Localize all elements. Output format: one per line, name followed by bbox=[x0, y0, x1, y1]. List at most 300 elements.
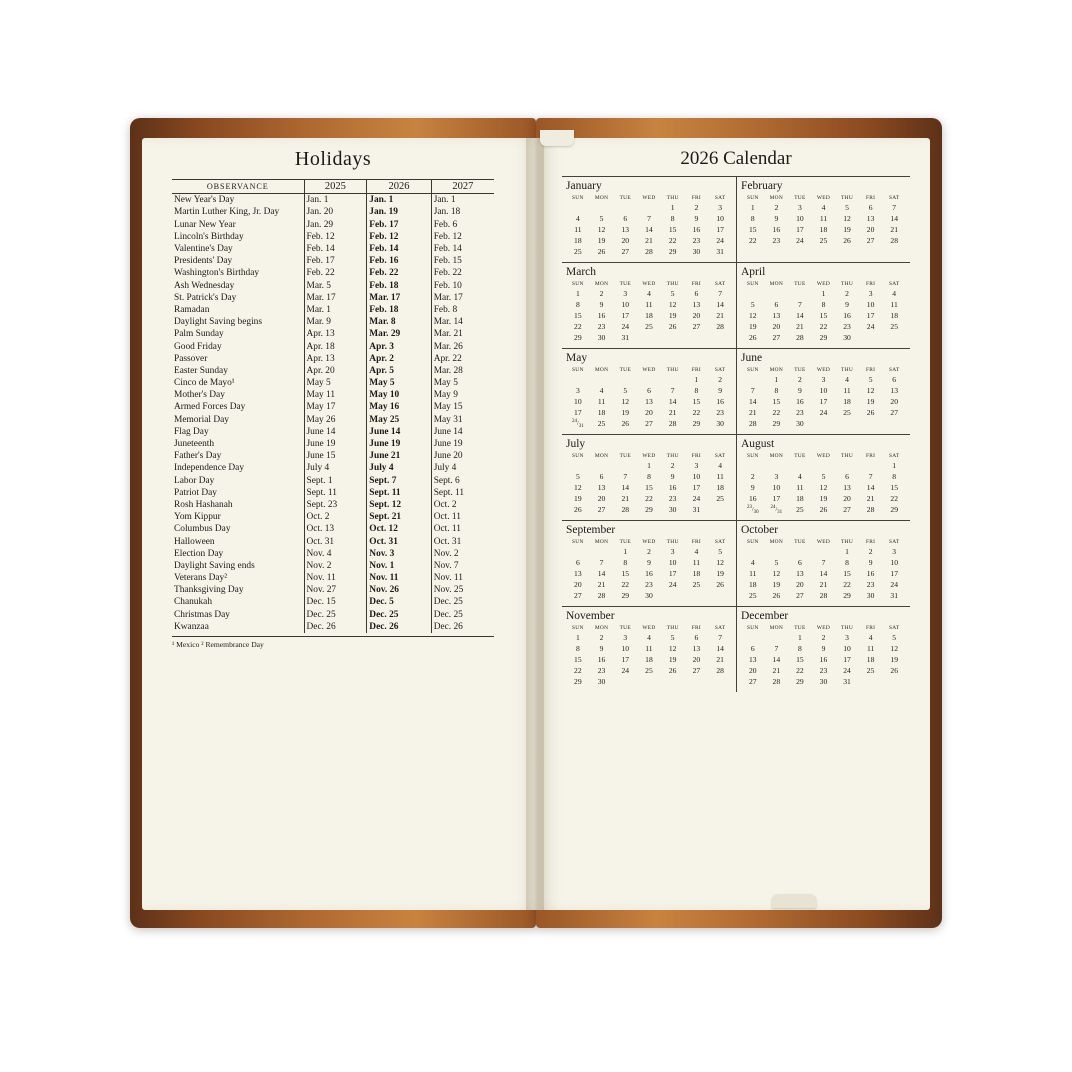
day-cell: 5 bbox=[750, 300, 755, 309]
weekday-header-mon: MON bbox=[594, 539, 609, 546]
week-row bbox=[741, 460, 906, 471]
day-cell: 11 bbox=[597, 397, 606, 406]
month-block-may bbox=[562, 348, 736, 434]
weekday-header-thu: THU bbox=[841, 195, 854, 201]
day-cell: 8 bbox=[821, 300, 826, 309]
month-table bbox=[741, 366, 906, 429]
table-row bbox=[172, 340, 494, 352]
day-cell: 12 bbox=[748, 311, 757, 320]
cell-y2027: Feb. 22 bbox=[431, 267, 494, 279]
day-cell: 24 bbox=[796, 236, 804, 245]
day-cell-empty bbox=[765, 288, 789, 299]
day-cell: 4 bbox=[821, 203, 826, 212]
day-cell: 11 bbox=[843, 386, 851, 395]
day-cell: 9 bbox=[718, 386, 722, 395]
cell-y2025: Jan. 29 bbox=[304, 219, 367, 231]
weekday-header-mon: MON bbox=[769, 195, 784, 201]
day-cell-empty bbox=[812, 460, 836, 471]
weekday-header-sun: SUN bbox=[572, 281, 584, 287]
day-cell: 4 bbox=[892, 289, 897, 298]
cell-observance: Labor Day bbox=[174, 475, 215, 486]
month-block-september bbox=[562, 520, 736, 606]
day-cell: 6 bbox=[575, 558, 580, 568]
column-header-2027: 2027 bbox=[431, 180, 494, 194]
day-cell: 12 bbox=[574, 483, 582, 493]
day-cell: 6 bbox=[892, 375, 897, 384]
day-cell: 2 bbox=[718, 375, 722, 384]
cell-y2027: Sept. 11 bbox=[431, 487, 494, 499]
page-tab-bottom bbox=[772, 894, 816, 908]
day-cell: 18 bbox=[819, 225, 828, 234]
column-header-observance: OBSERVANCE bbox=[172, 180, 304, 194]
weekday-header-sat: SAT bbox=[888, 453, 900, 460]
weekday-header-tue: TUE bbox=[794, 625, 806, 632]
day-cell: 2 bbox=[868, 547, 873, 557]
day-cell-empty bbox=[637, 332, 661, 343]
cell-y2027: Jan. 1 bbox=[431, 194, 494, 207]
day-cell: 3 bbox=[575, 386, 580, 395]
day-cell: 2 bbox=[821, 633, 826, 643]
day-cell: 28 bbox=[819, 591, 828, 601]
cell-observance: Yom Kippur bbox=[174, 512, 221, 523]
day-cell: 1 bbox=[798, 633, 802, 643]
cell-observance: Daylight Saving begins bbox=[174, 317, 263, 328]
day-cell: 26 bbox=[819, 505, 828, 515]
day-cell-empty bbox=[566, 374, 590, 385]
day-cell: 27 bbox=[574, 591, 582, 601]
day-cell: 28 bbox=[621, 505, 630, 515]
day-cell: 22 bbox=[843, 580, 851, 590]
holidays-footnotes: ¹ Mexico ² Remembrance Day bbox=[172, 636, 494, 649]
cell-observance: Cinco de Mayo¹ bbox=[174, 378, 235, 389]
day-cell: 25 bbox=[890, 322, 898, 331]
day-cell: 18 bbox=[716, 483, 724, 493]
weekday-header-row bbox=[566, 538, 732, 546]
cell-observance: Lincoln's Birthday bbox=[174, 231, 244, 242]
day-cell-empty bbox=[741, 460, 765, 471]
day-cell-empty bbox=[566, 546, 590, 557]
day-cell: 3 bbox=[798, 203, 802, 212]
cell-observance: Juneteenth bbox=[174, 439, 215, 450]
day-cell: 23 bbox=[796, 408, 804, 417]
day-cell: 19 bbox=[772, 580, 781, 590]
cell-y2026: May 10 bbox=[367, 389, 431, 401]
day-cell: 14 bbox=[796, 311, 804, 320]
day-cell: 19 bbox=[668, 655, 677, 665]
day-cell: 6 bbox=[798, 558, 802, 568]
cell-y2026: Apr. 5 bbox=[367, 365, 431, 377]
cell-y2026: Apr. 3 bbox=[367, 340, 431, 352]
day-cell: 7 bbox=[750, 386, 755, 395]
day-cell: 24 bbox=[890, 580, 898, 590]
day-cell-empty bbox=[637, 202, 661, 213]
day-cell: 18 bbox=[748, 580, 757, 590]
weekday-header-tue: TUE bbox=[619, 539, 631, 546]
day-cell: 14 bbox=[716, 300, 724, 309]
day-cell: 7 bbox=[647, 214, 651, 223]
day-cell: 16 bbox=[645, 569, 653, 579]
week-row bbox=[566, 590, 732, 601]
month-table bbox=[566, 280, 732, 343]
cell-y2026: Feb. 14 bbox=[367, 243, 431, 255]
day-cell-empty bbox=[708, 332, 732, 343]
day-cell: 1 bbox=[694, 375, 699, 384]
day-cell: $^{24}/_{31}$ bbox=[572, 418, 584, 429]
day-cell: 15 bbox=[574, 311, 582, 320]
table-row bbox=[172, 267, 494, 279]
day-cell: 9 bbox=[647, 558, 651, 568]
cell-y2025: May 26 bbox=[304, 414, 367, 426]
day-cell: 25 bbox=[796, 505, 804, 515]
page-title-calendar: 2026 Calendar bbox=[680, 148, 792, 169]
table-row bbox=[172, 243, 494, 255]
cell-y2027: Nov. 11 bbox=[431, 572, 494, 584]
day-cell: 29 bbox=[692, 419, 701, 429]
day-cell-empty bbox=[859, 676, 883, 687]
day-cell: 9 bbox=[670, 472, 675, 482]
day-cell-empty bbox=[765, 632, 789, 643]
cell-y2025: Sept. 11 bbox=[304, 487, 367, 499]
day-cell: 15 bbox=[621, 569, 630, 579]
day-cell: 1 bbox=[575, 633, 580, 643]
weekday-header-wed: WED bbox=[642, 453, 656, 460]
weekday-header-thu: THU bbox=[841, 625, 854, 632]
day-cell: 13 bbox=[843, 483, 851, 493]
month-table bbox=[566, 624, 732, 687]
day-cell: 20 bbox=[574, 580, 582, 590]
day-cell: 12 bbox=[621, 397, 630, 406]
table-row bbox=[172, 280, 494, 292]
day-cell: 26 bbox=[668, 666, 677, 676]
day-cell: 31 bbox=[621, 333, 630, 342]
day-cell: 1 bbox=[750, 203, 755, 212]
day-cell-empty bbox=[566, 460, 590, 471]
day-cell: 27 bbox=[621, 247, 630, 256]
cell-observance: Election Day bbox=[174, 548, 224, 559]
day-cell: 21 bbox=[716, 311, 724, 320]
day-cell: 7 bbox=[718, 633, 722, 643]
cell-y2025: June 19 bbox=[304, 438, 367, 450]
day-cell: 16 bbox=[843, 311, 851, 320]
page-title-holidays: Holidays bbox=[294, 148, 372, 170]
cell-y2025: May 17 bbox=[304, 401, 367, 413]
day-cell: 22 bbox=[819, 322, 828, 331]
week-row bbox=[566, 493, 732, 504]
day-cell: 15 bbox=[772, 397, 781, 406]
day-cell: 6 bbox=[845, 472, 849, 482]
day-cell: 12 bbox=[890, 644, 898, 654]
day-cell: 15 bbox=[645, 483, 653, 493]
day-cell: 24 bbox=[621, 666, 630, 676]
weekday-header-tue: TUE bbox=[619, 367, 631, 373]
weekday-header-fri: FRI bbox=[691, 539, 702, 546]
week-row bbox=[741, 374, 906, 385]
day-cell-empty bbox=[859, 246, 883, 257]
day-cell: 9 bbox=[750, 483, 755, 493]
day-cell: 12 bbox=[772, 569, 781, 579]
cell-y2025: Dec. 25 bbox=[304, 609, 367, 621]
week-row bbox=[741, 471, 906, 482]
day-cell: 22 bbox=[748, 236, 757, 245]
weekday-header-sat: SAT bbox=[888, 625, 900, 632]
day-cell: 11 bbox=[749, 569, 757, 579]
day-cell: 21 bbox=[772, 666, 781, 676]
day-cell: 3 bbox=[718, 203, 722, 212]
day-cell: 29 bbox=[645, 505, 653, 515]
day-cell: 4 bbox=[647, 289, 651, 298]
day-cell: 27 bbox=[866, 236, 875, 245]
day-cell: 22 bbox=[574, 322, 582, 331]
cell-y2026: Mar. 8 bbox=[367, 316, 431, 328]
cell-y2025: Mar. 17 bbox=[304, 292, 367, 304]
day-cell: 11 bbox=[866, 644, 875, 654]
day-cell: 30 bbox=[796, 419, 804, 428]
day-cell: 21 bbox=[890, 225, 898, 234]
week-row bbox=[741, 299, 906, 310]
day-cell-empty bbox=[882, 676, 906, 687]
day-cell: 25 bbox=[843, 408, 851, 417]
day-cell: 16 bbox=[772, 225, 781, 234]
week-row bbox=[741, 482, 906, 493]
day-cell: 30 bbox=[843, 333, 851, 342]
day-cell: 22 bbox=[574, 666, 582, 676]
day-cell-empty bbox=[835, 246, 859, 257]
cell-observance: Martin Luther King, Jr. Day bbox=[174, 207, 280, 218]
day-cell: 4 bbox=[647, 633, 651, 643]
month-block-february bbox=[736, 176, 910, 262]
week-row bbox=[741, 321, 906, 332]
day-cell: 28 bbox=[890, 236, 898, 245]
cell-y2027: Mar. 14 bbox=[431, 316, 494, 328]
day-cell: 18 bbox=[796, 494, 804, 504]
day-cell: 14 bbox=[748, 397, 757, 406]
day-cell: 8 bbox=[575, 300, 580, 309]
cell-observance: Chanukah bbox=[174, 597, 213, 608]
weekday-header-sun: SUN bbox=[746, 367, 759, 373]
weekday-header-row bbox=[566, 280, 732, 288]
table-row bbox=[172, 535, 494, 547]
day-cell: 2 bbox=[599, 289, 604, 298]
day-cell-empty bbox=[741, 632, 765, 643]
weekday-header-wed: WED bbox=[642, 367, 656, 373]
day-cell-empty bbox=[613, 374, 637, 385]
weekday-header-fri: FRI bbox=[865, 453, 876, 460]
week-row bbox=[566, 246, 732, 257]
day-cell: 20 bbox=[866, 225, 875, 234]
cell-y2027: Feb. 10 bbox=[431, 280, 494, 292]
day-cell: 27 bbox=[645, 419, 653, 429]
day-cell: 23 bbox=[772, 236, 781, 245]
weekday-header-mon: MON bbox=[594, 453, 609, 460]
cell-y2025: Mar. 1 bbox=[304, 304, 367, 316]
week-row bbox=[566, 332, 732, 343]
cell-y2025: Feb. 22 bbox=[304, 267, 367, 279]
day-cell: 29 bbox=[843, 591, 851, 601]
day-cell: 29 bbox=[574, 333, 582, 342]
week-row bbox=[566, 202, 732, 213]
day-cell: 3 bbox=[868, 289, 873, 298]
table-row bbox=[172, 304, 494, 316]
day-cell: 3 bbox=[821, 375, 826, 384]
day-cell: 6 bbox=[623, 214, 628, 223]
day-cell-empty bbox=[741, 546, 765, 557]
day-cell: 8 bbox=[647, 472, 651, 482]
week-row bbox=[741, 213, 906, 224]
day-cell: 30 bbox=[716, 419, 724, 429]
day-cell-empty bbox=[788, 546, 812, 557]
day-cell: 10 bbox=[819, 386, 828, 395]
cell-y2026: Sept. 11 bbox=[367, 487, 431, 499]
day-cell: 16 bbox=[819, 655, 828, 665]
table-row bbox=[172, 255, 494, 267]
day-cell: 20 bbox=[843, 494, 851, 504]
cell-observance: Armed Forces Day bbox=[174, 402, 246, 413]
day-cell: 23 bbox=[645, 580, 653, 590]
week-row bbox=[741, 579, 906, 590]
weekday-header-wed: WED bbox=[642, 195, 656, 201]
weekday-header-wed: WED bbox=[642, 281, 656, 287]
day-cell: 23 bbox=[866, 580, 875, 590]
day-cell-empty bbox=[741, 374, 765, 385]
day-cell: 28 bbox=[716, 322, 724, 331]
day-cell: 11 bbox=[645, 644, 653, 654]
cell-observance: Ramadan bbox=[174, 304, 210, 315]
day-cell: 21 bbox=[668, 408, 677, 417]
cell-observance: Christmas Day bbox=[174, 609, 230, 620]
day-cell: 8 bbox=[798, 644, 802, 654]
month-block-july bbox=[562, 434, 736, 520]
day-cell: 6 bbox=[599, 472, 604, 482]
cell-y2026: May 5 bbox=[367, 377, 431, 389]
month-block-january bbox=[562, 176, 736, 262]
cell-observance: Mother's Day bbox=[174, 390, 225, 401]
table-row bbox=[172, 219, 494, 231]
day-cell-empty bbox=[708, 504, 732, 515]
day-cell-empty bbox=[882, 246, 906, 257]
day-cell: 22 bbox=[668, 236, 677, 245]
table-row bbox=[172, 499, 494, 511]
week-row bbox=[741, 385, 906, 396]
day-cell: 31 bbox=[716, 247, 724, 256]
table-row bbox=[172, 511, 494, 523]
day-cell: 16 bbox=[748, 494, 757, 504]
month-block-april bbox=[736, 262, 910, 348]
day-cell: 18 bbox=[597, 408, 606, 417]
day-cell-empty bbox=[566, 202, 590, 213]
weekday-header-thu: THU bbox=[666, 281, 679, 287]
month-name: November bbox=[566, 610, 615, 623]
week-row bbox=[566, 643, 732, 654]
day-cell: 25 bbox=[645, 666, 653, 676]
day-cell: 26 bbox=[890, 666, 898, 676]
month-block-august bbox=[736, 434, 910, 520]
day-cell: 4 bbox=[694, 547, 699, 557]
week-row bbox=[566, 504, 732, 515]
day-cell: 6 bbox=[694, 633, 699, 643]
day-cell: 3 bbox=[774, 472, 779, 482]
weekday-header-sat: SAT bbox=[714, 453, 726, 460]
holidays-table-header bbox=[172, 180, 494, 194]
day-cell: 23 bbox=[843, 322, 851, 331]
day-cell: 18 bbox=[574, 236, 582, 245]
day-cell: 17 bbox=[796, 225, 804, 234]
weekday-header-row bbox=[741, 538, 906, 546]
day-cell: 23 bbox=[597, 666, 606, 676]
day-cell-empty bbox=[812, 546, 836, 557]
day-cell: 17 bbox=[890, 569, 898, 579]
cell-y2027: May 5 bbox=[431, 377, 494, 389]
week-row bbox=[741, 546, 906, 557]
day-cell: 14 bbox=[645, 225, 653, 234]
day-cell: 19 bbox=[621, 408, 630, 417]
cell-observance: Veterans Day² bbox=[174, 573, 228, 584]
day-cell: 12 bbox=[819, 483, 828, 493]
day-cell: 21 bbox=[645, 236, 653, 245]
cell-y2027: Nov. 7 bbox=[431, 560, 494, 572]
month-table bbox=[741, 538, 906, 601]
weekday-header-thu: THU bbox=[841, 367, 854, 373]
cell-y2026: May 16 bbox=[367, 401, 431, 413]
cell-y2026: Sept. 12 bbox=[367, 499, 431, 511]
column-header-2026: 2026 bbox=[367, 180, 431, 194]
weekday-header-sat: SAT bbox=[888, 281, 900, 287]
table-row bbox=[172, 365, 494, 377]
table-row bbox=[172, 609, 494, 621]
planner-book bbox=[130, 118, 942, 928]
day-cell-empty bbox=[613, 202, 637, 213]
day-cell: 22 bbox=[796, 666, 804, 676]
day-cell: 12 bbox=[843, 214, 851, 223]
cell-y2027: May 31 bbox=[431, 414, 494, 426]
month-name: February bbox=[741, 180, 783, 192]
month-block-december bbox=[736, 606, 910, 692]
weekday-header-tue: TUE bbox=[794, 453, 806, 460]
day-cell: 26 bbox=[597, 247, 606, 256]
cell-y2026: Feb. 12 bbox=[367, 231, 431, 243]
day-cell: 27 bbox=[692, 322, 701, 331]
weekday-header-fri: FRI bbox=[865, 625, 876, 632]
day-cell-empty bbox=[882, 332, 906, 343]
cell-observance: Rosh Hashanah bbox=[174, 499, 233, 510]
day-cell: 23 bbox=[668, 494, 677, 504]
cell-y2027: Mar. 26 bbox=[431, 340, 494, 352]
week-row bbox=[566, 321, 732, 332]
day-cell: 10 bbox=[716, 214, 724, 223]
cell-observance: Passover bbox=[174, 353, 208, 364]
day-cell-empty bbox=[590, 374, 614, 385]
day-cell: 8 bbox=[575, 644, 580, 654]
cell-y2027: May 9 bbox=[431, 389, 494, 401]
day-cell: 21 bbox=[621, 494, 630, 504]
day-cell: 26 bbox=[574, 505, 582, 515]
day-cell: 16 bbox=[866, 569, 875, 579]
day-cell: 3 bbox=[623, 289, 628, 298]
day-cell: 27 bbox=[748, 677, 757, 687]
day-cell: 10 bbox=[621, 644, 630, 654]
weekday-header-tue: TUE bbox=[794, 281, 806, 287]
day-cell: 30 bbox=[866, 591, 875, 601]
week-row bbox=[741, 504, 906, 515]
day-cell: 8 bbox=[694, 386, 699, 395]
day-cell: 8 bbox=[774, 386, 779, 395]
day-cell: 5 bbox=[892, 633, 897, 643]
day-cell: 28 bbox=[772, 677, 781, 687]
cell-y2026: Feb. 18 bbox=[367, 304, 431, 316]
weekday-header-mon: MON bbox=[769, 281, 784, 287]
day-cell-empty bbox=[637, 374, 661, 385]
day-cell: 5 bbox=[718, 547, 722, 557]
cell-y2027: Mar. 17 bbox=[431, 292, 494, 304]
